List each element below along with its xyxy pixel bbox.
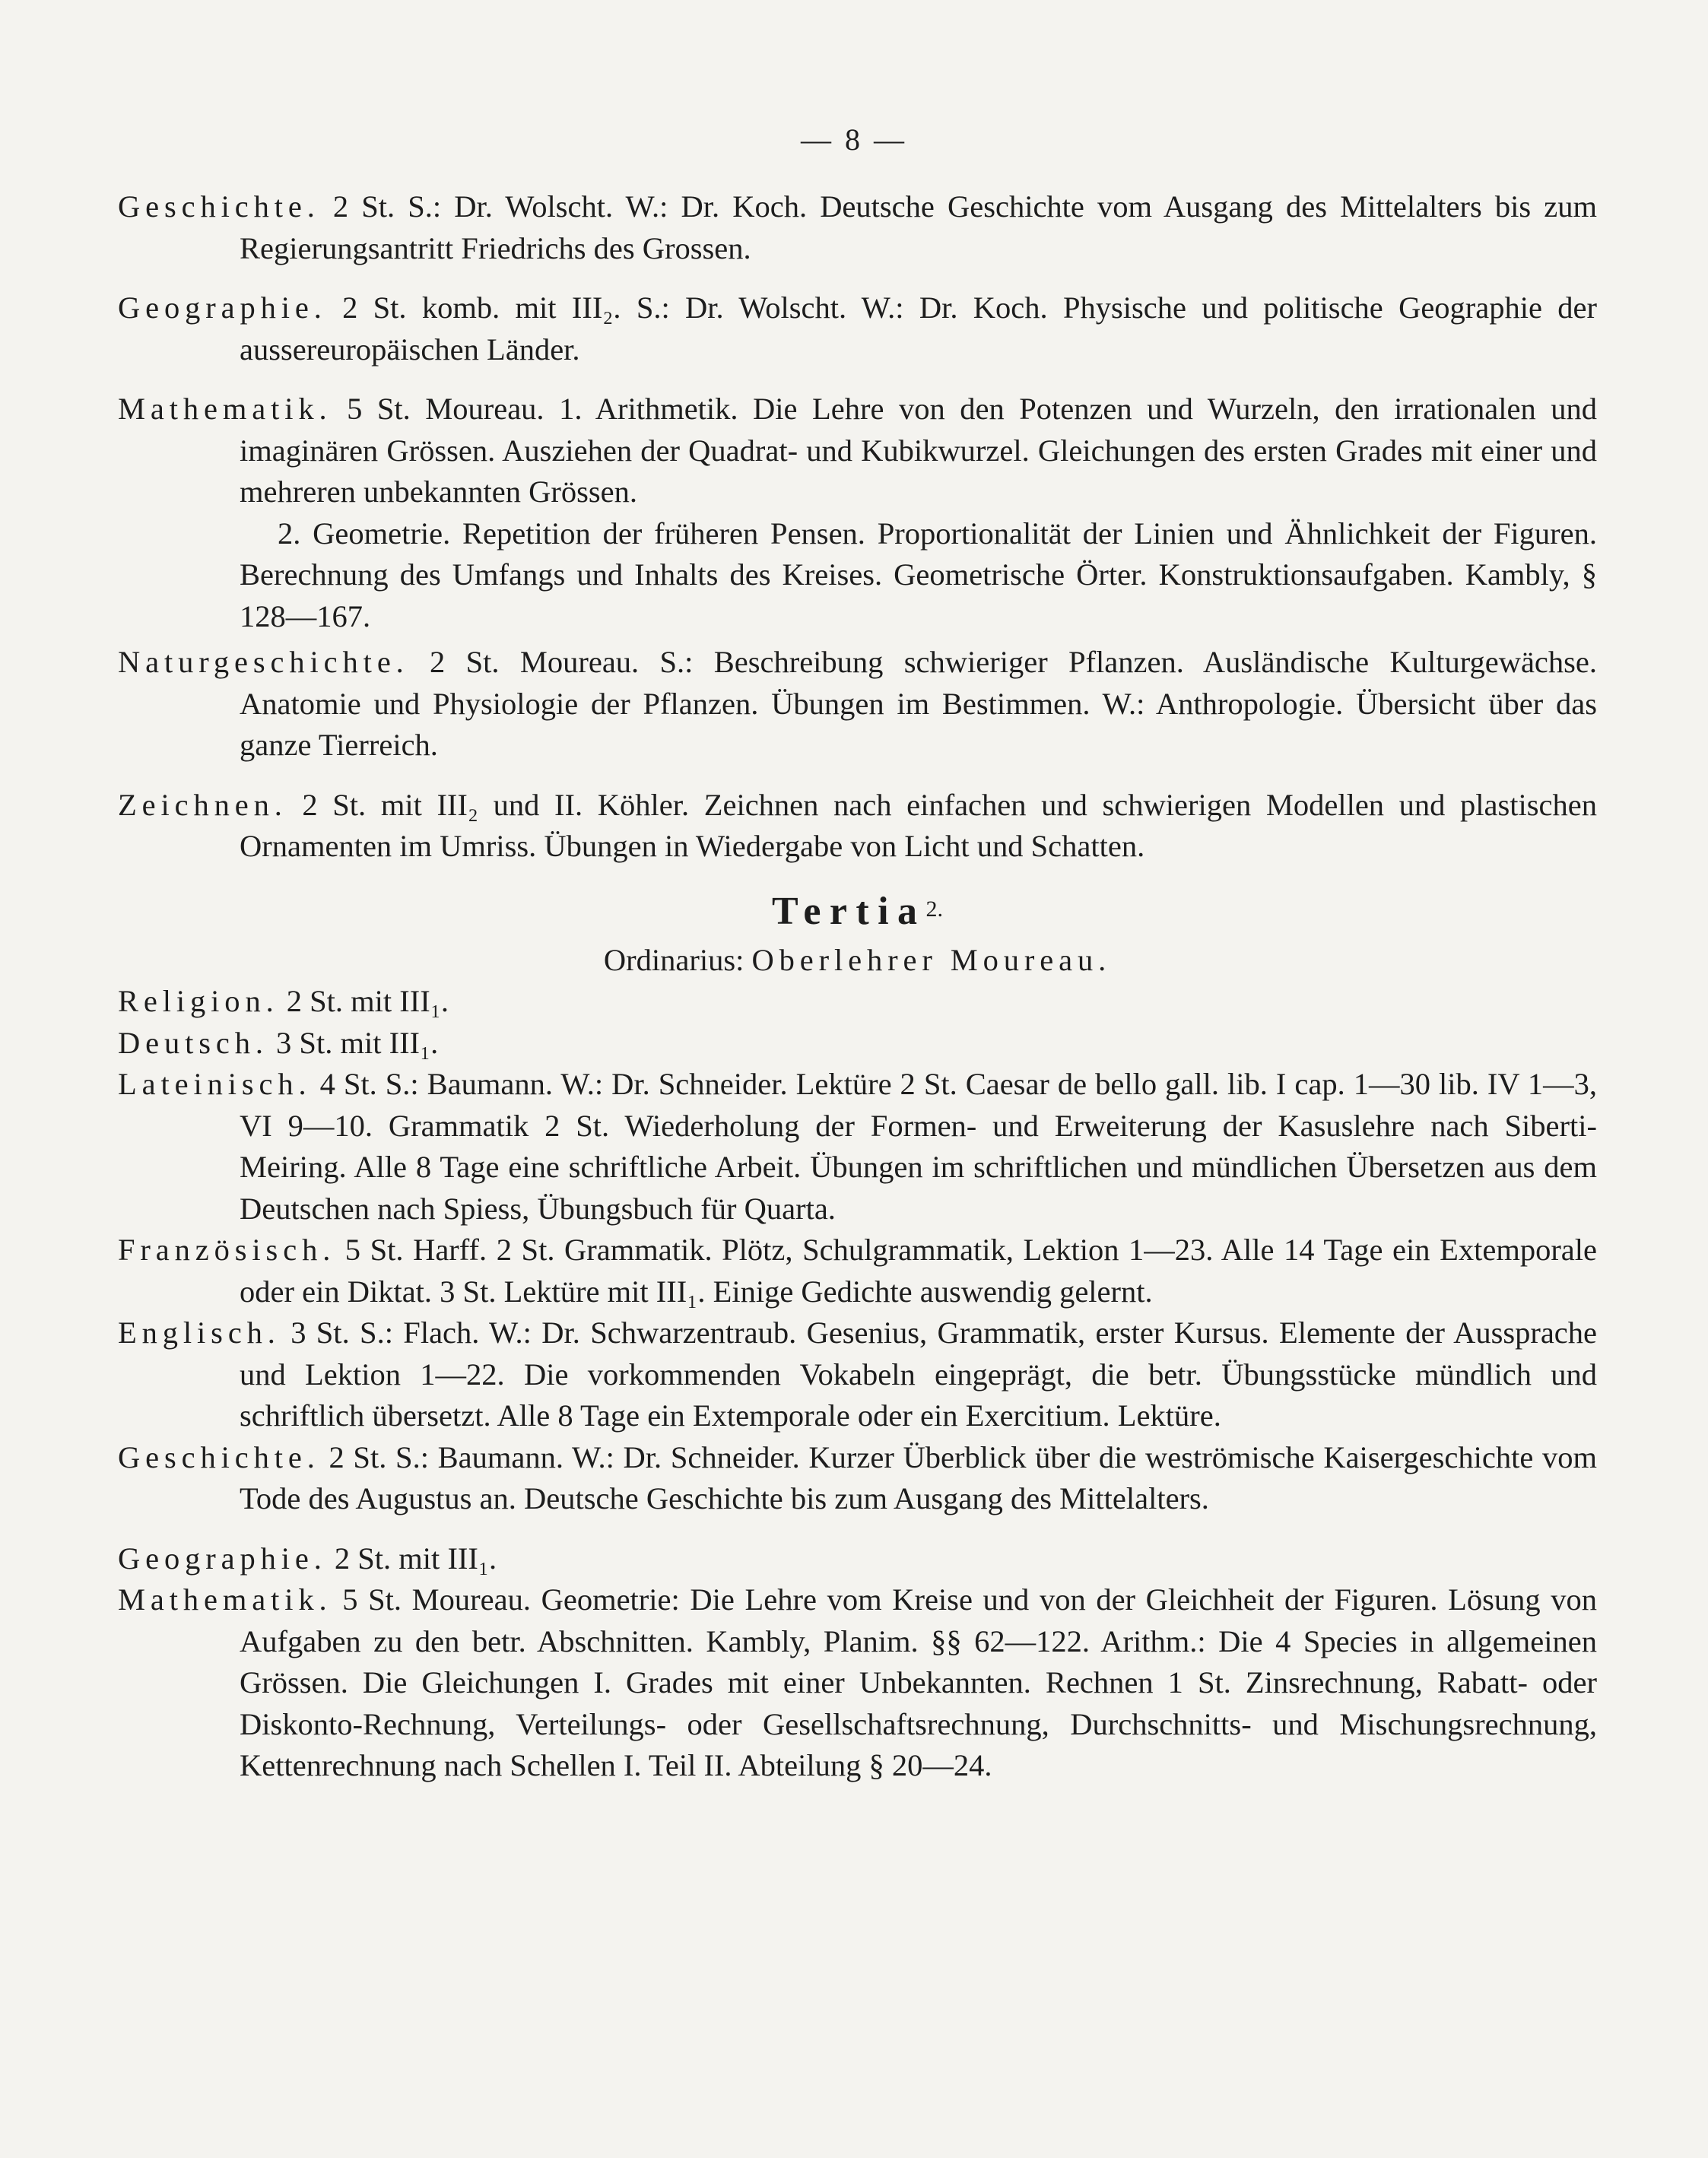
subject-entry-geschichte (118, 186, 1597, 269)
subject-heading: Deutsch. (118, 1025, 268, 1060)
ordinarius-line (118, 940, 1597, 982)
subject-heading: Englisch. (118, 1315, 281, 1350)
subject-entry-geographie (118, 287, 1597, 370)
subject-description: 2 St. mit III₁. (286, 984, 449, 1018)
section-title-superscript: 2. (925, 896, 943, 922)
subject-description: 2 St. S.: Dr. Wolscht. W.: Dr. Koch. Deutsche Geschichte vom Ausgang des Mittelalters bis zum Regierungsantritt Friedrichs des Grossen. (240, 189, 1597, 265)
subject-description: 2 St. mit III₁. (334, 1541, 497, 1576)
subject-description: 5 St. Moureau. 1. Arithmetik. Die Lehre von den Potenzen und Wurzeln, den irrationalen und imaginären Grössen. Ausziehen der Quadrat- und Kubikwurzel. Gleichungen des ersten Grades mit einer und mehreren unbekannten Grössen. (240, 392, 1598, 509)
section-title (118, 884, 1597, 937)
subject-heading: Lateinisch. (118, 1067, 312, 1101)
subject-heading: Geschichte. (118, 189, 320, 224)
subject-entry-englisch (118, 1312, 1597, 1437)
subject-description: 4 St. S.: Baumann. W.: Dr. Schneider. Lektüre 2 St. Caesar de bello gall. lib. I cap. 1—30 lib. IV 1—3, VI 9—10. Grammatik 2 St. Wiederholung der Formen- und Erweiterung der Kasuslehre nach Siberti-Meiring. Alle 8 Tage eine schriftliche Arbeit. Übungen im schriftlichen und mündlichen Übersetzen aus dem Deutschen nach Spiess, Übungsbuch für Quarta. (240, 1067, 1597, 1226)
subject-description: 2 St. komb. mit III₂. S.: Dr. Wolscht. W.: Dr. Koch. Physische und politische Geographie der aussereuropäischen Länder. (240, 290, 1598, 367)
subject-heading: Religion. (118, 984, 279, 1018)
subject-subparagraph-geometrie (118, 513, 1597, 638)
subject-description: 2 St. Moureau. S.: Beschreibung schwieriger Pflanzen. Ausländische Kulturgewächse. Anatomie und Physiologie der Pflanzen. Übungen im Bestimmen. W.: Anthropologie. Übersicht über das ganze Tierreich. (240, 645, 1598, 762)
subject-description: 5 St. Moureau. Geometrie: Die Lehre vom Kreise und von der Gleichheit der Figuren. Lösung von Aufgaben zu den betr. Abschnitten. Kambly, Planim. §§ 62—122. Arithm.: Die 4 Species in allgemeinen Grössen. Die Gleichungen I. Grades mit einer Unbekannten. Rechnen 1 St. Zinsrechnung, Rabatt- oder Diskonto-Rechnung, Verteilungs- oder Gesellschaftsrechnung, Durchschnitts- und Mischungsrechnung, Kettenrechnung nach Schellen I. Teil II. Abteilung § 20—24. (240, 1582, 1597, 1782)
page-content (118, 186, 1597, 1787)
subject-entry-geographie-tertia (118, 1538, 1597, 1580)
subject-heading: Geographie. (118, 1541, 327, 1576)
subject-entry-zeichnen (118, 785, 1597, 868)
subject-heading: Geographie. (118, 290, 327, 325)
subject-heading: Mathematik. (118, 392, 332, 426)
subparagraph-text: 2. Geometrie. Repetition der früheren Pensen. Proportionalität der Linien und Ähnlichkeit der Figuren. Berechnung des Umfangs und Inhalts des Kreises. Geometrische Örter. Konstruktionsaufgaben. Kambly, § 128—167. (240, 516, 1597, 633)
subject-entry-mathematik (118, 389, 1597, 513)
subject-entry-franzoesisch (118, 1230, 1597, 1312)
ordinarius-name: Oberlehrer Moureau. (751, 942, 1112, 977)
subject-description: 2 St. S.: Baumann. W.: Dr. Schneider. Kurzer Überblick über die weströmische Kaisergeschichte vom Tode des Augustus an. Deutsche Geschichte bis zum Ausgang des Mittelalters. (240, 1439, 1597, 1515)
subject-heading: Naturgeschichte. (118, 645, 409, 679)
subject-entry-lateinisch (118, 1064, 1597, 1230)
subject-entry-mathematik-tertia (118, 1579, 1597, 1787)
subject-description: 5 St. Harff. 2 St. Grammatik. Plötz, Schulgrammatik, Lektion 1—23. Alle 14 Tage ein Extemporale oder ein Diktat. 3 St. Lektüre mit III₁. Einige Gedichte auswendig gelernt. (240, 1233, 1598, 1309)
subject-entry-deutsch (118, 1023, 1597, 1065)
subject-heading: Zeichnen. (118, 787, 287, 822)
subject-description: 3 St. mit III₁. (276, 1025, 439, 1060)
subject-entry-religion (118, 981, 1597, 1023)
section-title-text: Tertia (772, 889, 926, 933)
ordinarius-label: Ordinarius: (603, 942, 744, 977)
subject-heading: Mathematik. (118, 1582, 332, 1617)
subject-description: 2 St. mit III₂ und II. Köhler. Zeichnen nach einfachen und schwierigen Modellen und plastischen Ornamenten im Umriss. Übungen in Wiedergabe von Licht und Schatten. (240, 787, 1598, 863)
subject-description: 3 St. S.: Flach. W.: Dr. Schwarzentraub. Gesenius, Grammatik, erster Kursus. Elemente der Aussprache und Lektion 1—22. Die vorkommenden Vokabeln eingeprägt, die betr. Übungsstücke mündlich und schriftlich übersetzt. Alle 8 Tage ein Extemporale oder ein Exercitium. Lektüre. (240, 1315, 1598, 1433)
page-number: — 8 — (801, 122, 907, 157)
subject-entry-geschichte-tertia (118, 1437, 1597, 1520)
subject-heading: Französisch. (118, 1233, 336, 1267)
subject-heading: Geschichte. (118, 1439, 320, 1474)
subject-entry-naturgeschichte (118, 642, 1597, 766)
